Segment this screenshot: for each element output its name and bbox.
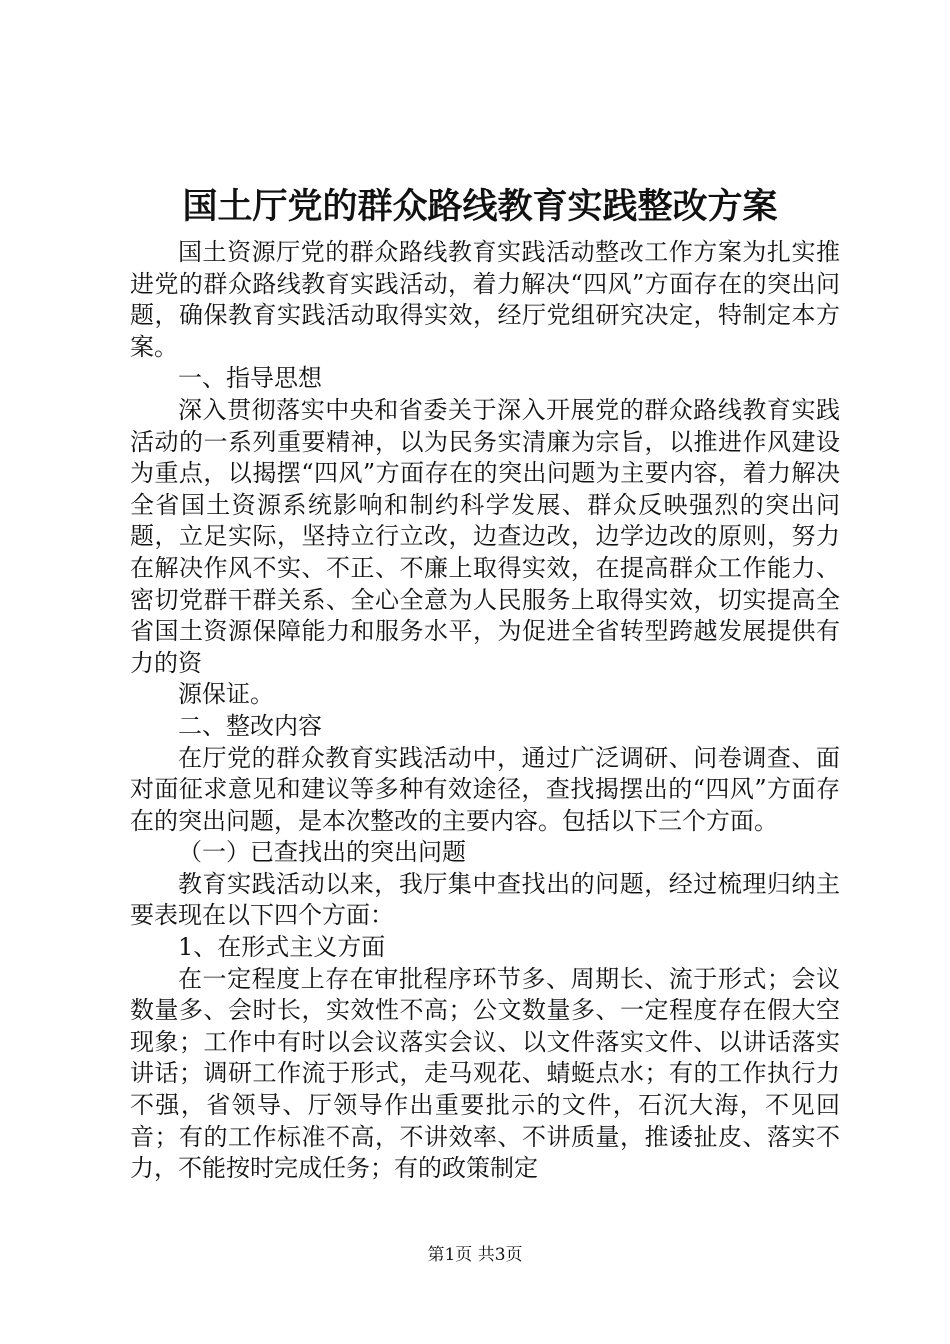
identified-problems-paragraph: 教育实践活动以来，我厅集中查找出的问题，经过梳理归纳主要表现在以下四个方面： [130, 869, 840, 930]
intro-paragraph: 国土资源厅党的群众路线教育实践活动整改工作方案为扎实推进党的群众路线教育实践活动，着力解决“四风”方面存在的突出问题，确保教育实践活动取得实效，经厅党组研究决定，特制定本方案。 [130, 238, 840, 361]
section-heading-guiding-ideology: 一、指导思想 [178, 364, 322, 393]
subsection-heading-identified-problems: （一）已查找出的突出问题 [178, 838, 466, 867]
item-heading-formalism: 1、在形式主义方面 [178, 933, 386, 962]
document-title: 国土厅党的群众路线教育实践整改方案 [182, 186, 778, 227]
formalism-paragraph: 在一定程度上存在审批程序环节多、周期长、流于形式；会议数量多、会时长，实效性不高；公文数量多、一定程度存在假大空现象；工作中有时以会议落实会议、以文件落实文件、以讲话落实讲话；调研工作流于形式，走马观花、蜻蜓点水；有的工作执行力不强，省领导、厅领导作出重要批示的文件，石沉大海，不见回音；有的工作标准不高，不讲效率、不讲质量，推诿扯皮、落实不力，不能按时完成任务；有的政策制定 [130, 964, 840, 1183]
guiding-ideology-paragraph: 深入贯彻落实中央和省委关于深入开展党的群众路线教育实践活动的一系列重要精神，以为民务实清廉为宗旨，以推进作风建设为重点，以揭摆“四风”方面存在的突出问题为主要内容，着力解决全省国土资源系统影响和制约科学发展、群众反映强烈的突出问题，立足实际，坚持立行立改，边查边改，边学边改的原则，努力在解决作风不实、不正、不廉上取得实效，在提高群众工作能力、密切党群干群关系、全心全意为人民服务上取得实效，切实提高全省国土资源保障能力和服务水平，为促进全省转型跨越发展提供有力的资 [130, 395, 840, 677]
rectification-content-paragraph: 在厅党的群众教育实践活动中，通过广泛调研、问卷调查、面对面征求意见和建议等多种有效途径，查找揭摆出的“四风”方面存在的突出问题，是本次整改的主要内容。包括以下三个方面。 [130, 743, 840, 835]
document-body [130, 237, 840, 1185]
section-heading-rectification-content: 二、整改内容 [178, 711, 322, 740]
guiding-ideology-continuation: 源保证。 [178, 680, 274, 709]
page-footer: 第1页 共3页 [427, 1245, 523, 1265]
